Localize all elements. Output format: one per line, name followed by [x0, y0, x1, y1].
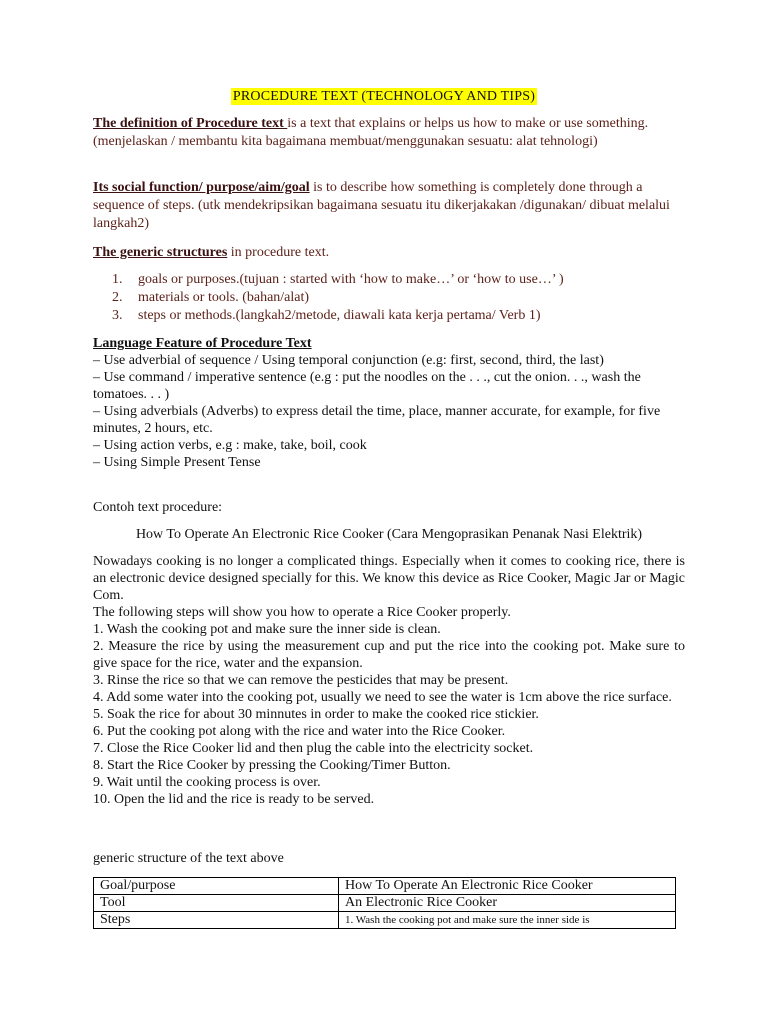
table-cell-label: Tool [94, 895, 339, 912]
list-item-number: 2. [112, 290, 123, 305]
list-item-number: 3. [112, 308, 123, 323]
definition-body: is a text that explains or helps us how to make or use something.(menjelaskan / membantu kita bagaimana membuat/menggunakan sesuatu: alat tehnologi) [93, 116, 649, 149]
table-cell-value: 1. Wash the cooking pot and make sure the inner side is [339, 912, 676, 929]
list-item [112, 271, 672, 289]
language-feature-line: – Using Simple Present Tense [93, 455, 261, 470]
list-item-text: goals or purposes.(tujuan : started with ‘how to make…’ or ‘how to use…’ ) [138, 272, 564, 287]
language-feature-heading: Language Feature of Procedure Text [93, 336, 312, 351]
table-row [94, 912, 676, 929]
table-cell-value: An Electronic Rice Cooker [339, 895, 676, 912]
table-cell-label: Goal/purpose [94, 878, 339, 895]
example-label: Contoh text procedure: [93, 500, 223, 515]
language-feature-section [93, 335, 685, 471]
language-feature-line: – Using adverbials (Adverbs) to express detail the time, place, manner accurate, for example, for five minutes, 2 hours, etc. [93, 404, 661, 436]
social-function-body: is to describe how something is completely done through a sequence of steps. (utk mendekripsikan bagaimana sesuatu itu dikerjakakan /digunakan/ dibuat melalui langkah2) [93, 180, 670, 231]
step-item: 4. Add some water into the cooking pot, usually we need to see the water is 1cm above the rice surface. [93, 690, 672, 705]
generic-structures-list [112, 271, 672, 325]
example-title: How To Operate An Electronic Rice Cooker (Cara Mengoprasikan Penanak Nasi Elektrik) [135, 527, 643, 542]
page-title: PROCEDURE TEXT (TECHNOLOGY AND TIPS) [232, 89, 536, 104]
step-item: 2. Measure the rice by using the measurement cup and put the rice into the cooking pot. Make sure to give space for the rice, water and the expansion. [93, 639, 685, 671]
example-body [93, 553, 685, 808]
list-item-text: steps or methods.(langkah2/metode, diawali kata kerja pertama/ Verb 1) [138, 308, 541, 323]
generic-structures-body: in procedure text. [227, 245, 330, 260]
step-item: 8. Start the Rice Cooker by pressing the Cooking/Timer Button. [93, 758, 451, 773]
generic-structures-paragraph [93, 244, 685, 262]
list-item-text: materials or tools. (bahan/alat) [138, 290, 310, 305]
list-item-number: 1. [112, 272, 123, 287]
language-feature-line: – Using action verbs, e.g : make, take, boil, cook [93, 438, 367, 453]
table-row [94, 895, 676, 912]
title-block [0, 87, 768, 105]
language-feature-line: – Use adverbial of sequence / Using temporal conjunction (e.g: first, second, third, the last) [93, 353, 604, 368]
table-cell-label: Steps [94, 912, 339, 929]
intro-paragraph: Nowadays cooking is no longer a complicated things. Especially when it comes to cooking rice, there is an electronic device designed specially for this. We know this device as Rice Cooker, Magic Jar or Magic Com. [93, 554, 685, 603]
list-item [112, 289, 672, 307]
step-item: 7. Close the Rice Cooker lid and then plug the cable into the electricity socket. [93, 741, 534, 756]
generic-structures-heading: The generic structures [93, 245, 228, 260]
table-cell-value: How To Operate An Electronic Rice Cooker [339, 878, 676, 895]
definition-paragraph [93, 115, 685, 151]
step-item: 9. Wait until the cooking process is over. [93, 775, 321, 790]
definition-heading: The definition of Procedure text [93, 116, 288, 131]
social-function-paragraph [93, 179, 685, 233]
step-item: 1. Wash the cooking pot and make sure the inner side is clean. [93, 622, 441, 637]
language-feature-line: – Use command / imperative sentence (e.g : put the noodles on the . . ., cut the onion. . ., wash the tomatoes. . . ) [93, 370, 641, 402]
step-item: 5. Soak the rice for about 30 minnutes in order to make the cooked rice stickier. [93, 707, 539, 722]
step-item: 10. Open the lid and the rice is ready to be served. [93, 792, 375, 807]
generic-structure-label: generic structure of the text above [93, 851, 284, 866]
list-item [112, 307, 672, 325]
steps-intro: The following steps will show you how to operate a Rice Cooker properly. [93, 605, 511, 620]
step-item: 6. Put the cooking pot along with the rice and water into the Rice Cooker. [93, 724, 506, 739]
generic-structure-table [93, 877, 676, 929]
table-row [94, 878, 676, 895]
social-function-heading: Its social function/ purpose/aim/goal [93, 180, 310, 195]
step-item: 3. Rinse the rice so that we can remove the pesticides that may be present. [93, 673, 509, 688]
